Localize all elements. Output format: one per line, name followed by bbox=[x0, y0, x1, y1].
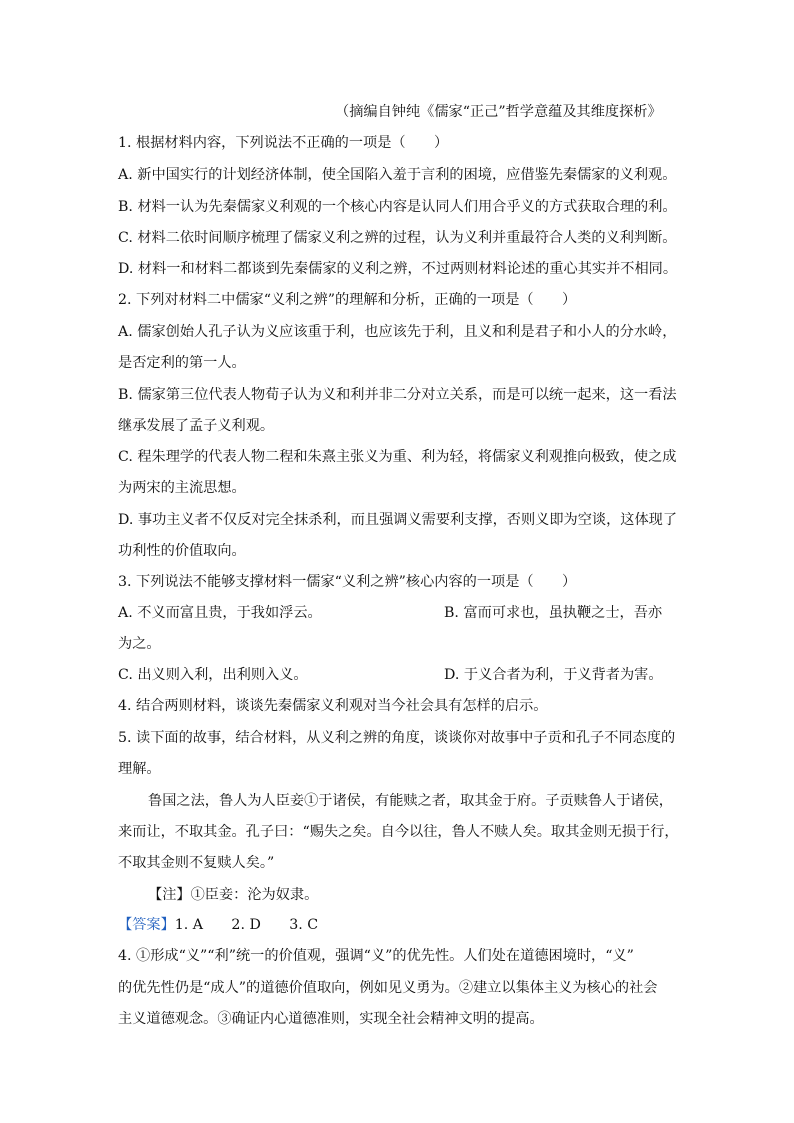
q2-option-a-line2: 是否定利的第一人。 bbox=[118, 355, 246, 371]
q3-option-b-line1: B. 富而可求也，虽执鞭之士，吾亦 bbox=[444, 605, 663, 621]
answer4-line3: 主义道德观念。③确证内心道德准则，实现全社会精神文明的提高。 bbox=[118, 1011, 544, 1027]
q3-stem: 3. 下列说法不能够支撑材料一儒家“义利之辨”核心内容的一项是（ ） bbox=[118, 574, 577, 590]
q2-option-d-line2: 功利性的价值取向。 bbox=[118, 543, 246, 559]
answer4-line1: 4. ①形成“义”“利”统一的价值观，强调“义”的优先性。人们处在道德困境时，“义” bbox=[118, 948, 634, 964]
story-line3: 不取其金则不复赎人矣。” bbox=[118, 855, 275, 871]
q1-option-a: A. 新中国实行的计划经济体制，使全国陷入羞于言利的困境，应借鉴先秦儒家的义利观。 bbox=[118, 167, 677, 183]
story-line2: 来而让，不取其金。孔子曰：“赐失之矣。自今以往，鲁人不赎人矣。取其金则无损于行， bbox=[118, 824, 679, 840]
q2-option-d-line1: D. 事功主义者不仅反对完全抹杀利，而且强调义需要利支撑，否则义即为空谈，这体现了 bbox=[118, 512, 678, 528]
answer-tag: 【答案】 bbox=[118, 917, 175, 933]
q3-option-a: A. 不义而富且贵，于我如浮云。 bbox=[118, 605, 322, 621]
q2-option-a-line1: A. 儒家创始人孔子认为义应该重于利，也应该先于利，且义和利是君子和小人的分水岭， bbox=[118, 324, 677, 340]
q5-stem-line2: 理解。 bbox=[118, 761, 161, 777]
q2-stem: 2. 下列对材料二中儒家“义利之辨”的理解和分析，正确的一项是（ ） bbox=[118, 292, 577, 308]
answer-text: 1. A 2. D 3. C bbox=[174, 917, 319, 933]
q2-option-b-line2: 继承发展了孟子义利观。 bbox=[118, 418, 275, 434]
q5-stem-line1: 5. 读下面的故事，结合材料，从义利之辨的角度，谈谈你对故事中子贡和孔子不同态度的 bbox=[118, 730, 676, 746]
q3-option-b-line2: 为之。 bbox=[118, 636, 161, 652]
q1-option-d: D. 材料一和材料二都谈到先秦儒家的义利之辨，不过两则材料论述的重心其实并不相同。 bbox=[118, 261, 678, 277]
q2-option-c-line1: C. 程朱理学的代表人物二程和朱熹主张义为重、利为轻，将儒家义利观推向极致，使之成 bbox=[118, 449, 677, 465]
source-citation: （摘编自钟纯《儒家“正己”哲学意蕴及其维度探析》 bbox=[335, 104, 662, 120]
q1-option-c: C. 材料二依时间顺序梳理了儒家义利之辨的过程，认为义利并重最符合人类的义利判断。 bbox=[118, 230, 677, 246]
q3-option-d: D. 于义合者为利，于义背者为害。 bbox=[444, 667, 663, 683]
q4-stem: 4. 结合两则材料，谈谈先秦儒家义利观对当今社会具有怎样的启示。 bbox=[118, 698, 548, 714]
q2-option-c-line2: 为两宋的主流思想。 bbox=[118, 480, 246, 496]
answer4-line2: 的优先性仍是“成人”的道德价值取向，例如见义勇为。②建立以集体主义为核心的社会 bbox=[118, 980, 658, 996]
q3-option-c: C. 出义则入利，出利则入义。 bbox=[118, 667, 308, 683]
footnote: 【注】①臣妾：沦为奴隶。 bbox=[148, 887, 319, 903]
q1-option-b: B. 材料一认为先秦儒家义利观的一个核心内容是认同人们用合乎义的方式获取合理的利。 bbox=[118, 199, 677, 215]
answer-line bbox=[118, 915, 318, 935]
q1-stem: 1. 根据材料内容，下列说法不正确的一项是（ ） bbox=[118, 135, 449, 151]
q2-option-b-line1: B. 儒家第三位代表人物荀子认为义和利并非二分对立关系，而是可以统一起来，这一看法 bbox=[118, 387, 677, 403]
story-line1: 鲁国之法，鲁人为人臣妾①于诸侯，有能赎之者，取其金于府。子贡赎鲁人于诸侯， bbox=[148, 793, 673, 809]
